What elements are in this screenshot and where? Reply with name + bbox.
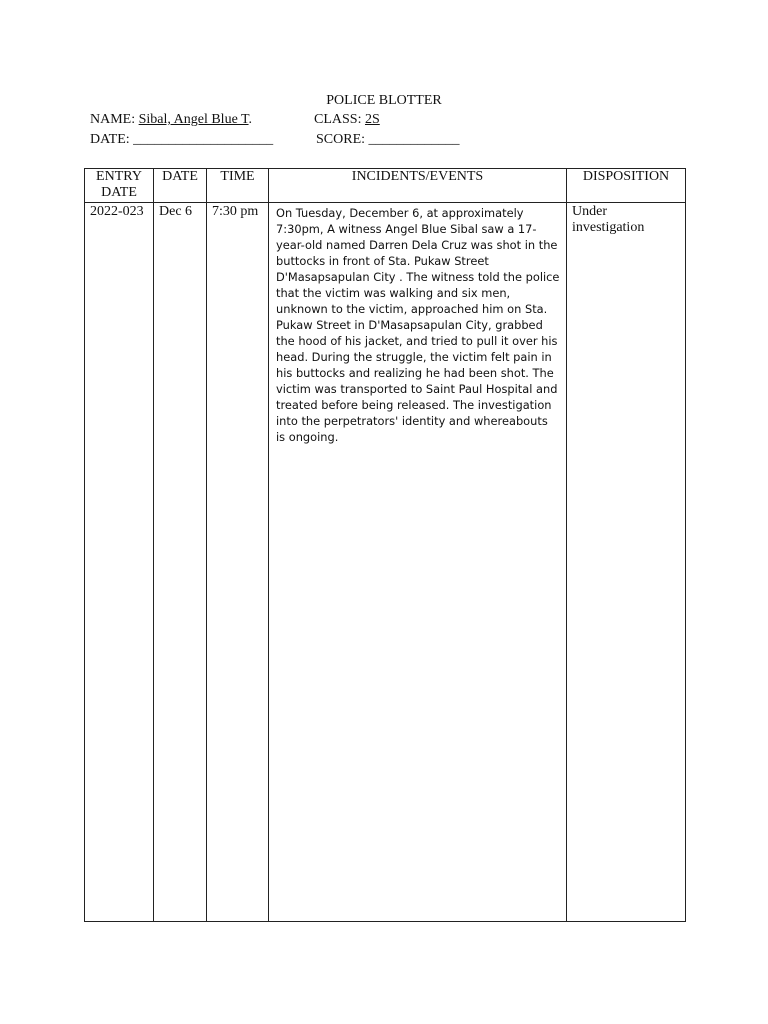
incident-cell: On Tuesday, December 6, at approximately 7:30pm, A witness Angel Blue Sibal saw a 17-year-old named Darren Dela Cruz was shot in the buttocks in front of Sta. Pukaw Street D'Masapsapulan City . The witness told the police that the victim was walking and six men, unknown to the victim, approached him on Sta. Pukaw Street in D'Masapsapulan City, grabbed the hood of his jacket, and tried to pull it over his head. During the struggle, the victim felt pain in his buttocks and realizing he had been shot. The victim was transported to Saint Paul Hospital and treated before being released. The investigation into the perpetrators' identity and whereabouts is ongoing. [269,203,567,922]
class-label: CLASS: [314,112,365,127]
blotter-table [84,168,686,922]
class-value: 2S [364,112,380,127]
date-blank: ____________________ [133,132,274,147]
disposition-cell: Under investigation [567,203,686,922]
column-header-time: TIME [207,169,269,203]
entry-date-cell: 2022-023 [85,203,154,922]
date-line [90,131,273,149]
column-header-disposition: DISPOSITION [567,169,686,203]
name-value: Sibal, Angel Blue T [138,112,249,127]
score-label: SCORE: [316,132,369,147]
date-label: DATE: [90,132,134,147]
date-cell: Dec 6 [154,203,207,922]
name-label: NAME: [90,112,139,127]
score-blank: _____________ [368,132,460,147]
document-title: POLICE BLOTTER [326,93,442,108]
column-header-entry-date: ENTRY DATE [85,169,154,203]
name-line [90,111,252,129]
score-line [316,131,460,149]
class-line [314,111,380,129]
column-header-date: DATE [154,169,207,203]
table-header-row [85,169,686,203]
name-period: . [248,112,253,127]
time-cell: 7:30 pm [207,203,269,922]
column-header-incidents: INCIDENTS/EVENTS [269,169,567,203]
table-row [85,203,686,922]
